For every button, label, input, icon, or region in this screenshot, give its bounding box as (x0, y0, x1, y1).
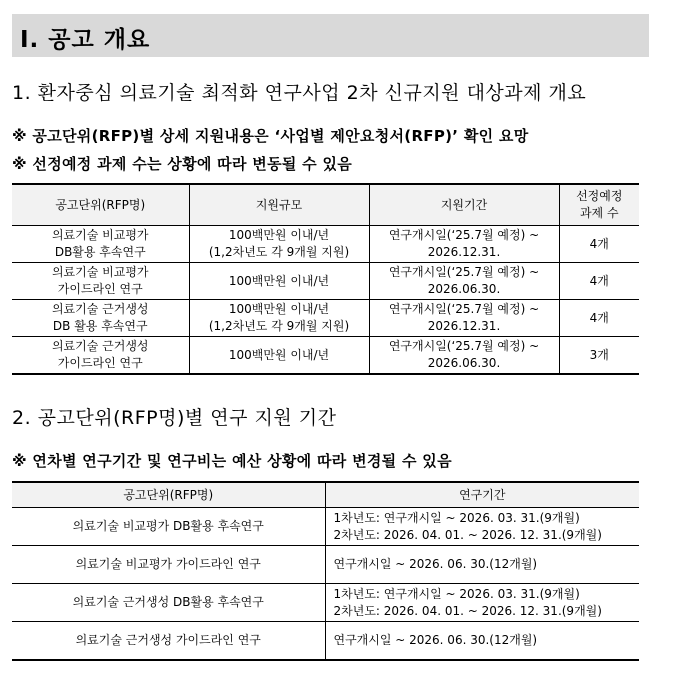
table-row (12, 546, 639, 584)
cell-rfp-name: 의료기술 근거생성 가이드라인 연구 (12, 337, 189, 375)
header-rfp-name: 공고단위(RFP명) (12, 184, 189, 226)
research-period-table (12, 481, 639, 661)
header-count: 선정예정 과제 수 (559, 184, 639, 226)
cell-period: 연구개시일(‘25.7월 예정) ~ 2026.12.31. (369, 300, 559, 337)
cell-research-period: 연구개시일 ~ 2026. 06. 30.(12개월) (325, 622, 639, 661)
cell-rfp-name: 의료기술 비교평가 DB활용 후속연구 (12, 508, 325, 546)
cell-scale: 100백만원 이내/년 (1,2차년도 각 9개월 지원) (189, 226, 369, 263)
cell-research-period: 1차년도: 연구개시일 ~ 2026. 03. 31.(9개월) 2차년도: 2026. 04. 01. ~ 2026. 12. 31.(9개월) (325, 584, 639, 622)
cell-scale: 100백만원 이내/년 (189, 263, 369, 300)
table-row (12, 300, 639, 337)
cell-count: 4개 (559, 300, 639, 337)
header-research-period: 연구기간 (325, 482, 639, 508)
cell-rfp-name: 의료기술 비교평가 DB활용 후속연구 (12, 226, 189, 263)
cell-rfp-name: 의료기술 근거생성 가이드라인 연구 (12, 622, 325, 661)
cell-count: 4개 (559, 263, 639, 300)
cell-scale: 100백만원 이내/년 (1,2차년도 각 9개월 지원) (189, 300, 369, 337)
section2-heading: 2. 공고단위(RFP명)별 연구 지원 기간 (12, 407, 337, 429)
cell-rfp-name: 의료기술 비교평가 가이드라인 연구 (12, 263, 189, 300)
table-row (12, 226, 639, 263)
cell-rfp-name: 의료기술 근거생성 DB 활용 후속연구 (12, 300, 189, 337)
section1-heading: 1. 환자중심 의료기술 최적화 연구사업 2차 신규지원 대상과제 개요 (12, 82, 587, 104)
cell-rfp-name: 의료기술 비교평가 가이드라인 연구 (12, 546, 325, 584)
banner-title: Ⅰ. 공고 개요 (20, 27, 151, 53)
table-header-row (12, 482, 639, 508)
section1-note-2: ※ 선정예정 과제 수는 상황에 따라 변동될 수 있음 (12, 155, 353, 173)
section-banner (12, 14, 649, 57)
table-row (12, 263, 639, 300)
cell-count: 3개 (559, 337, 639, 375)
table-row (12, 508, 639, 546)
table-row (12, 584, 639, 622)
cell-period: 연구개시일(‘25.7월 예정) ~ 2026.12.31. (369, 226, 559, 263)
table-header-row (12, 184, 639, 226)
cell-rfp-name: 의료기술 근거생성 DB활용 후속연구 (12, 584, 325, 622)
header-period: 지원기간 (369, 184, 559, 226)
cell-research-period: 1차년도: 연구개시일 ~ 2026. 03. 31.(9개월) 2차년도: 2026. 04. 01. ~ 2026. 12. 31.(9개월) (325, 508, 639, 546)
section1-note-1: ※ 공고단위(RFP)별 상세 지원내용은 ‘사업별 제안요청서(RFP)’ 확인 요망 (12, 127, 529, 145)
section2-note: ※ 연차별 연구기간 및 연구비는 예산 상황에 따라 변경될 수 있음 (12, 452, 452, 470)
header-rfp-name: 공고단위(RFP명) (12, 482, 325, 508)
support-overview-table (12, 183, 639, 375)
table-row (12, 622, 639, 661)
cell-period: 연구개시일(‘25.7월 예정) ~ 2026.06.30. (369, 337, 559, 375)
cell-count: 4개 (559, 226, 639, 263)
cell-scale: 100백만원 이내/년 (189, 337, 369, 375)
table-row (12, 337, 639, 375)
cell-research-period: 연구개시일 ~ 2026. 06. 30.(12개월) (325, 546, 639, 584)
header-scale: 지원규모 (189, 184, 369, 226)
cell-period: 연구개시일(‘25.7월 예정) ~ 2026.06.30. (369, 263, 559, 300)
